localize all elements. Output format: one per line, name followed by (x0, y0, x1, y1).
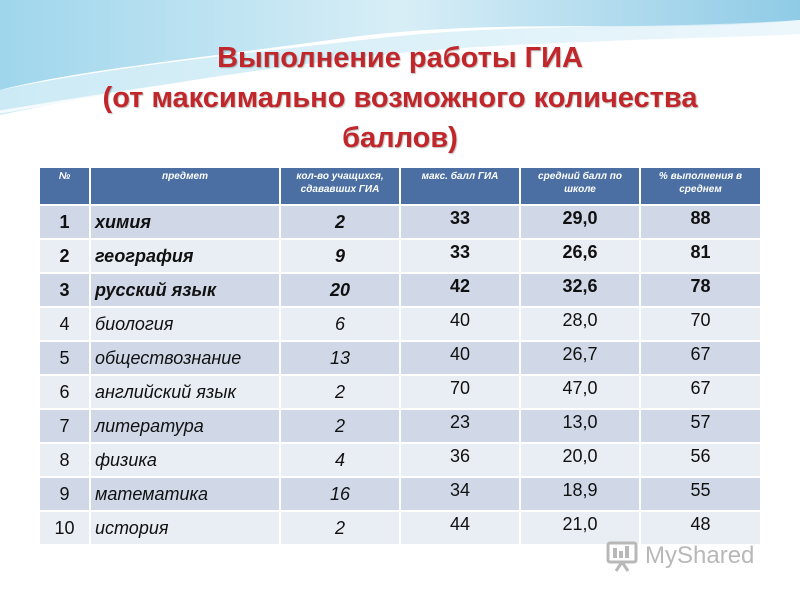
cell-average-score: 47,0 (520, 375, 640, 409)
results-table (40, 168, 760, 544)
cell-subject: физика (90, 443, 280, 477)
table-row (40, 205, 760, 239)
slide-title (0, 38, 800, 158)
cell-number: 2 (40, 239, 90, 273)
cell-students: 4 (280, 443, 400, 477)
cell-percent: 55 (640, 477, 760, 511)
presentation-board-icon (605, 539, 639, 573)
cell-number: 8 (40, 443, 90, 477)
table-row (40, 307, 760, 341)
watermark-text: MyShared (645, 542, 755, 569)
cell-average-score: 21,0 (520, 511, 640, 544)
cell-percent: 56 (640, 443, 760, 477)
cell-students: 20 (280, 273, 400, 307)
cell-subject: математика (90, 477, 280, 511)
cell-percent: 78 (640, 273, 760, 307)
cell-students: 2 (280, 205, 400, 239)
cell-average-score: 32,6 (520, 273, 640, 307)
table-row (40, 375, 760, 409)
table-row (40, 443, 760, 477)
cell-number: 4 (40, 307, 90, 341)
cell-number: 7 (40, 409, 90, 443)
cell-percent: 81 (640, 239, 760, 273)
cell-max-score: 44 (400, 511, 520, 544)
cell-subject: обществознание (90, 341, 280, 375)
cell-average-score: 29,0 (520, 205, 640, 239)
cell-number: 6 (40, 375, 90, 409)
cell-subject: химия (90, 205, 280, 239)
cell-average-score: 13,0 (520, 409, 640, 443)
header-students: кол-во учащихся, сдававших ГИА (280, 168, 400, 205)
cell-number: 10 (40, 511, 90, 544)
cell-average-score: 28,0 (520, 307, 640, 341)
cell-number: 9 (40, 477, 90, 511)
cell-students: 2 (280, 375, 400, 409)
cell-students: 6 (280, 307, 400, 341)
table-row (40, 273, 760, 307)
cell-students: 13 (280, 341, 400, 375)
cell-max-score: 23 (400, 409, 520, 443)
cell-percent: 48 (640, 511, 760, 544)
header-percent: % выполнения в среднем (640, 168, 760, 205)
cell-subject: английский язык (90, 375, 280, 409)
cell-max-score: 34 (400, 477, 520, 511)
cell-subject: русский язык (90, 273, 280, 307)
table-row (40, 409, 760, 443)
table-row (40, 477, 760, 511)
cell-max-score: 33 (400, 239, 520, 273)
cell-max-score: 36 (400, 443, 520, 477)
cell-percent: 67 (640, 341, 760, 375)
header-average-score: средний балл по школе (520, 168, 640, 205)
table-body (40, 205, 760, 544)
cell-average-score: 26,7 (520, 341, 640, 375)
cell-students: 9 (280, 239, 400, 273)
table-row (40, 341, 760, 375)
cell-max-score: 42 (400, 273, 520, 307)
cell-percent: 88 (640, 205, 760, 239)
myshared-watermark (605, 538, 775, 574)
cell-number: 3 (40, 273, 90, 307)
cell-average-score: 26,6 (520, 239, 640, 273)
title-line-1: Выполнение работы ГИА (217, 42, 583, 74)
cell-percent: 67 (640, 375, 760, 409)
cell-number: 1 (40, 205, 90, 239)
table-header-row (40, 168, 760, 205)
cell-number: 5 (40, 341, 90, 375)
cell-percent: 70 (640, 307, 760, 341)
cell-average-score: 18,9 (520, 477, 640, 511)
cell-subject: литература (90, 409, 280, 443)
cell-percent: 57 (640, 409, 760, 443)
cell-max-score: 40 (400, 307, 520, 341)
cell-subject: биология (90, 307, 280, 341)
cell-average-score: 20,0 (520, 443, 640, 477)
cell-students: 2 (280, 409, 400, 443)
cell-max-score: 40 (400, 341, 520, 375)
title-line-2: (от максимально возможного количества (102, 82, 698, 114)
cell-max-score: 33 (400, 205, 520, 239)
cell-students: 2 (280, 511, 400, 544)
cell-students: 16 (280, 477, 400, 511)
cell-subject: география (90, 239, 280, 273)
table-row (40, 239, 760, 273)
header-subject: предмет (90, 168, 280, 205)
header-number: № (40, 168, 90, 205)
header-max-score: макс. балл ГИА (400, 168, 520, 205)
title-line-3: баллов) (342, 122, 458, 154)
cell-max-score: 70 (400, 375, 520, 409)
cell-subject: история (90, 511, 280, 544)
